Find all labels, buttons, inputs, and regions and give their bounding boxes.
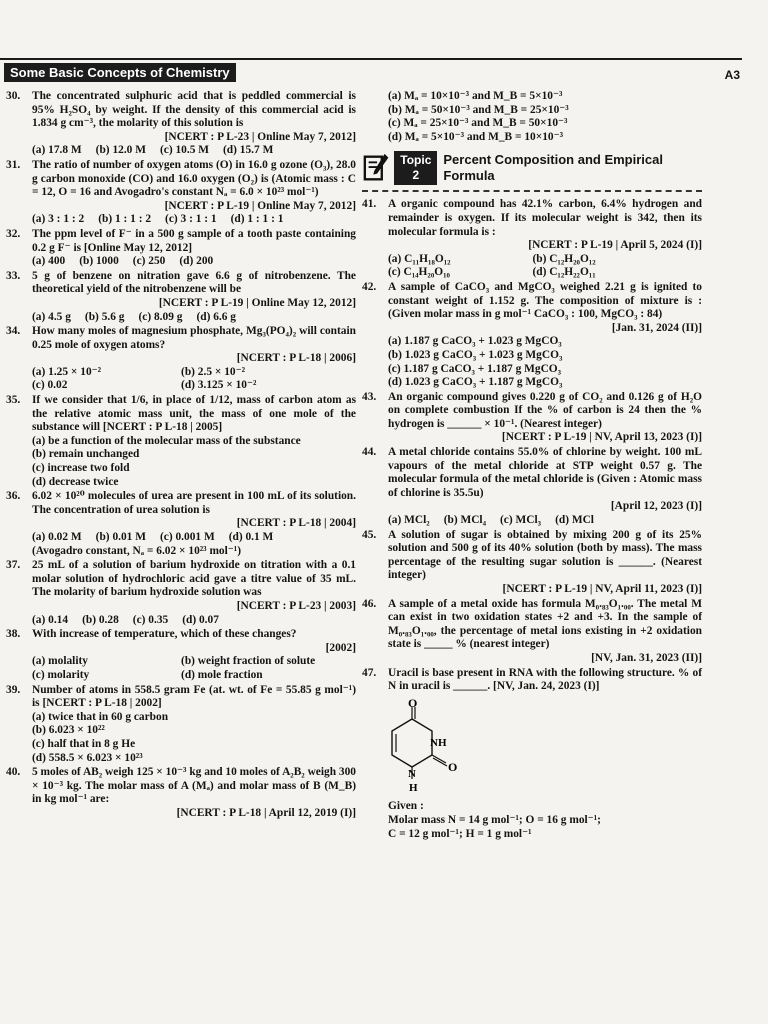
structure-h: H	[409, 781, 418, 794]
option: (d) 0.07	[182, 613, 219, 626]
given-line1: Molar mass N = 14 g mol⁻¹; O = 16 g mol⁻¹;	[388, 813, 601, 826]
option: (c) 0.35	[132, 613, 169, 626]
option: (c) 0.02	[32, 379, 68, 392]
structure-o-top: O	[408, 698, 418, 710]
question-text: 6.02 × 10²⁰ molecules of urea are present in 100 mL of its solution. The concentration of urea solution is	[32, 490, 356, 516]
option: (c) molarity	[32, 668, 90, 681]
options-list	[32, 711, 356, 765]
options-list	[32, 655, 356, 682]
question-source: [NCERT : P L-18 | 2004]	[236, 517, 356, 530]
topic-divider	[362, 190, 702, 192]
q40-options	[362, 90, 702, 144]
question-source: [Jan. 31, 2024 (II)]	[611, 321, 702, 334]
question-number: 46.	[362, 597, 377, 610]
option: (b) 5.6 g	[84, 310, 125, 323]
question-source: [NCERT : P L-19 | NV, April 11, 2023 (I)]	[502, 583, 702, 595]
option: (c) 250	[132, 255, 166, 268]
option: (c) 1.187 g CaCO₃ + 1.187 g MgCO₃	[388, 362, 562, 375]
topic-label: Topic	[400, 153, 432, 168]
options-list	[388, 90, 702, 144]
option: (d) MCl	[555, 514, 594, 527]
question-39	[6, 684, 356, 766]
option: (b) 2.5 × 10⁻²	[181, 365, 246, 378]
uracil-structure	[382, 699, 472, 794]
question-30	[6, 90, 356, 158]
question-text: A organic compound has 42.1% carbon, 6.4% hydrogen and remainder is oxygen. If its molecular weight is 342, then its molecular formula is :	[388, 198, 702, 238]
option: (d) 3.125 × 10⁻²	[181, 379, 257, 392]
question-source: [NCERT : P L-19 | Online May 7, 2012]	[164, 199, 356, 212]
option: (b) MCl₄	[443, 514, 487, 527]
option: (c) MCl₃	[500, 514, 542, 527]
question-46	[362, 598, 702, 666]
question-42	[362, 281, 702, 390]
question-text: How many moles of magnesium phosphate, Mg₃(PO₄)₂ will contain 0.25 mole of oxygen atoms?	[32, 325, 356, 351]
options-list	[388, 514, 702, 528]
question-source: [NCERT : P L-19 | NV, April 13, 2023 (I)]	[501, 431, 702, 444]
question-number: 31.	[6, 158, 21, 171]
question-text: A metal chloride contains 55.0% of chlorine by weight. 100 mL vapours of the metal chloride at STP weight 0.57 g. The molecular formula of the metal chloride is (Given : Atomic mass of chlorine is 35.5u)	[388, 446, 702, 499]
question-text: With increase of temperature, which of these changes?	[32, 628, 297, 641]
option: (a) twice that in 60 g carbon	[32, 710, 169, 723]
question-35	[6, 394, 356, 489]
header-rule	[0, 58, 742, 60]
option: (c) Mₐ = 25×10⁻³ and M_B = 50×10⁻³	[388, 117, 568, 130]
question-number: 35.	[6, 394, 21, 407]
question-text: An organic compound gives 0.220 g of CO₂ and 0.126 g of H₂O on complete combustion If the % of carbon is 24 then the % hydrogen is ______ × 10⁻¹. (Nearest integer)	[388, 390, 702, 430]
question-text: A solution of sugar is obtained by mixing 200 g of its 25% solution and 500 g of its 40% solution (both by mass). The mass percentage of the resulting sugar solution is ______. (Nearest integer)	[388, 528, 702, 582]
option: (b) Mₐ = 50×10⁻³ and M_B = 25×10⁻³	[388, 103, 569, 116]
question-41	[362, 198, 702, 280]
option: (d) mole fraction	[181, 668, 263, 681]
structure-nh: NH	[430, 736, 447, 749]
option: (c) 0.001 M	[159, 531, 215, 543]
option: (d) Mₐ = 5×10⁻³ and M_B = 10×10⁻³	[388, 130, 564, 143]
option: (a) 0.02 M	[32, 531, 82, 543]
left-column	[6, 90, 356, 821]
option: (c) 8.09 g	[138, 310, 183, 323]
options-list	[32, 614, 356, 628]
option: (Avogadro constant, Nₐ = 6.02 × 10²³ mol⁻¹)	[32, 544, 242, 557]
question-text: The concentrated sulphuric acid that is peddled commercial is 95% H₂SO₄ by weight. If the density of this commercial acid is 1.834 g cm⁻³, the molarity of this solution is	[32, 90, 356, 130]
question-47	[362, 667, 702, 694]
option: (a) 4.5 g	[32, 310, 71, 323]
question-44	[362, 446, 702, 528]
question-source: [2002]	[325, 641, 356, 654]
options-list	[32, 144, 356, 158]
question-source: [NCERT : P L-23 | 2003]	[236, 599, 356, 612]
question-number: 42.	[362, 280, 377, 293]
option: (a) 3 : 1 : 2	[32, 213, 85, 226]
option: (b) 0.28	[82, 613, 119, 626]
question-source: [NCERT : P L-23 | Online May 7, 2012]	[164, 130, 356, 143]
question-number: 47.	[362, 666, 377, 679]
question-text: The ppm level of F⁻ in a 500 g sample of a tooth paste containing 0.2 g F⁻ is [Online May 12, 2012]	[32, 227, 356, 254]
option: (b) 1 : 1 : 2	[98, 213, 152, 226]
question-32	[6, 228, 356, 269]
option: (a) molality	[32, 655, 88, 668]
option: (a) 1.25 × 10⁻²	[32, 365, 102, 378]
question-source: [NCERT : P L-18 | 2006]	[236, 352, 356, 365]
option: (d) 15.7 M	[223, 144, 274, 157]
question-33	[6, 270, 356, 324]
question-31	[6, 159, 356, 227]
question-text: If we consider that 1/6, in place of 1/12, mass of carbon atom as the relative atomic mass unit, the mass of one mole of the substance will [NCERT : P L-18 | 2005]	[32, 394, 356, 434]
option: (a) 400	[32, 255, 66, 268]
question-number: 40.	[6, 766, 21, 779]
option: (d) 200	[179, 255, 214, 268]
question-number: 45.	[362, 528, 377, 541]
option: (b) C₁₂H₂₀O₁₂	[532, 252, 596, 265]
question-37	[6, 559, 356, 627]
option: (a) Mₐ = 10×10⁻³ and M_B = 5×10⁻³	[388, 90, 563, 102]
option: (c) half that in 8 g He	[32, 737, 136, 750]
right-column	[362, 90, 702, 841]
option: (b) 12.0 M	[95, 144, 146, 157]
option: (a) C₁₁H₁₈O₁₂	[388, 252, 451, 265]
option: (a) 17.8 M	[32, 144, 82, 157]
options-list	[32, 531, 356, 558]
question-source: [NCERT : P L-18 | April 12, 2019 (I)]	[176, 806, 356, 819]
option: (d) 0.1 M	[228, 531, 274, 543]
question-text: 5 moles of AB₂ weigh 125 × 10⁻³ kg and 10 moles of A₂B₂ weigh 300 × 10⁻³ kg. The molar mass of A (Mₐ) and molar mass of B (M_B) in kg mol⁻¹ are:	[32, 766, 356, 806]
question-45	[362, 529, 702, 597]
topic-number: 2	[412, 168, 420, 183]
question-number: 33.	[6, 269, 21, 282]
options-list	[32, 435, 356, 489]
option: (b) remain unchanged	[32, 448, 140, 461]
option: (c) C₁₄H₂₀O₁₀	[388, 266, 450, 279]
question-38	[6, 628, 356, 682]
topic-heading	[362, 148, 702, 188]
question-source: [NV, Jan. 31, 2023 (II)]	[591, 651, 702, 664]
question-number: 32.	[6, 227, 21, 240]
page-number: A3	[724, 68, 740, 82]
option: (d) 558.5 × 6.023 × 10²³	[32, 751, 143, 764]
option: (a) MCl₂	[388, 514, 430, 527]
option: (b) 1000	[79, 255, 119, 268]
option: (c) increase two fold	[32, 462, 130, 475]
options-list	[32, 366, 356, 393]
question-source: [NCERT : P L-19 | Online May 12, 2012]	[158, 296, 356, 309]
question-number: 39.	[6, 683, 21, 696]
option: (a) 1.187 g CaCO₃ + 1.023 g MgCO₃	[388, 335, 562, 348]
option: (d) 6.6 g	[196, 310, 237, 323]
given-block	[362, 800, 702, 841]
option: (a) 0.14	[32, 613, 69, 626]
question-34	[6, 325, 356, 393]
question-number: 30.	[6, 90, 21, 102]
options-list	[388, 253, 702, 280]
option: (d) 1.023 g CaCO₃ + 1.187 g MgCO₃	[388, 376, 563, 389]
question-number: 34.	[6, 325, 21, 338]
option: (b) 0.01 M	[95, 531, 146, 543]
option: (d) decrease twice	[32, 475, 119, 488]
options-list	[32, 213, 356, 227]
question-40	[6, 766, 356, 820]
question-text: The ratio of number of oxygen atoms (O) in 16.0 g ozone (O₃), 28.0 g carbon monoxide (CO) and 16.0 oxygen (O₂) is (Atomic mass : C = 12, O = 16 and Avogadro's constant Nₐ = 6.0 × 10²³ mol⁻¹)	[32, 158, 356, 199]
question-number: 36.	[6, 490, 21, 503]
right-questions	[362, 198, 702, 693]
options-list	[32, 255, 356, 269]
question-number: 37.	[6, 559, 21, 572]
structure-n: N	[408, 767, 416, 780]
question-36	[6, 490, 356, 558]
question-number: 44.	[362, 446, 377, 459]
option: (b) weight fraction of solute	[181, 655, 316, 668]
option: (d) C₁₂H₂₂O₁₁	[532, 266, 596, 279]
question-text: Number of atoms in 558.5 gram Fe (at. wt. of Fe = 55.85 g mol⁻¹) is [NCERT : P L-18 | 2002]	[32, 683, 356, 710]
topic-title: Percent Composition and Empirical Formula	[443, 152, 663, 184]
question-number: 38.	[6, 628, 21, 641]
option: (a) be a function of the molecular mass of the substance	[32, 434, 301, 447]
options-list	[32, 311, 356, 325]
question-number: 41.	[362, 198, 377, 211]
pencil-book-icon	[362, 150, 390, 186]
question-source: [NCERT : P L-19 | April 5, 2024 (I)]	[528, 239, 702, 252]
topic-badge	[394, 151, 437, 185]
given-label: Given :	[388, 800, 424, 813]
option: (d) 1 : 1 : 1	[230, 213, 284, 226]
question-text: A sample of CaCO₃ and MgCO₃ weighed 2.21 g is ignited to constant weight of 1.152 g. The composition of mixture is : (Given molar mass in g mol⁻¹ CaCO₃ : 100, MgCO₃ : 84)	[388, 280, 702, 321]
question-43	[362, 391, 702, 445]
question-text: 5 g of benzene on nitration gave 6.6 g of nitrobenzene. The theoretical yield of the nitrobenzene will be	[32, 269, 356, 296]
question-source: [April 12, 2023 (I)]	[610, 500, 702, 513]
option: (b) 6.023 × 10²²	[32, 724, 105, 737]
question-text: Uracil is base present in RNA with the following structure. % of N in uracil is ______. [NV, Jan. 24, 2023 (I)]	[388, 666, 702, 693]
question-number: 43.	[362, 390, 377, 403]
option: (c) 10.5 M	[159, 144, 210, 157]
structure-o-right: O	[448, 759, 458, 774]
options-list	[388, 335, 702, 389]
chapter-title: Some Basic Concepts of Chemistry	[4, 63, 236, 82]
option: (c) 3 : 1 : 1	[165, 213, 217, 226]
given-line2: C = 12 g mol⁻¹; H = 1 g mol⁻¹	[388, 827, 532, 840]
question-text: A sample of a metal oxide has formula M₀.₈₃O₁.₀₀. The metal M can exist in two oxidation states +2 and +3. In the sample of M₀.₈₃O₁.₀₀, the percentage of metal ions existing in +2 oxidation state is _____ % (nearest integer)	[388, 597, 702, 651]
option: (b) 1.023 g CaCO₃ + 1.023 g MgCO₃	[388, 348, 563, 361]
question-text: 25 mL of a solution of barium hydroxide on titration with a 0.1 molar solution of hydrochloric acid gave a titre value of 35 mL. The molarity of barium hydroxide solution was	[32, 559, 356, 599]
